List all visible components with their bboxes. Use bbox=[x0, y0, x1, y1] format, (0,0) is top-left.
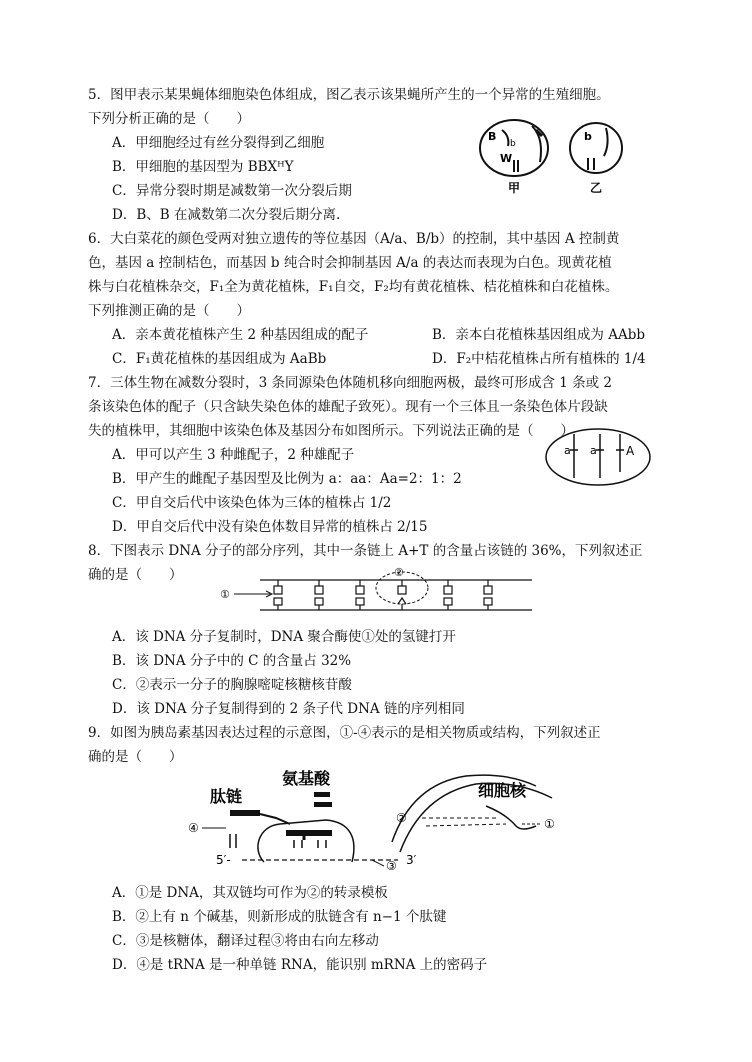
q6-stem-line4: 下列推测正确的是（ ） bbox=[88, 303, 250, 319]
cell-outline bbox=[546, 429, 650, 485]
q5-stem-line2: 下列分析正确的是（ ） bbox=[88, 111, 250, 127]
q7-stem-line3: 失的植株甲，其细胞中该染色体及基因分布如图所示。下列说法正确的是（ ） bbox=[88, 423, 574, 439]
q6-stem-line3: 株与白花植株杂交，F₁全为黄花植株，F₁自交，F₂均有黄花植株、桔花植株和白花植株。 bbox=[88, 279, 619, 295]
q8-option-c: C．②表示一分子的胸腺嘧啶核糖核苷酸 bbox=[112, 677, 352, 693]
gene-W: W bbox=[500, 152, 513, 165]
q5-cell-figure bbox=[474, 116, 644, 196]
q5-option-a: A．甲细胞经过有丝分裂得到乙细胞 bbox=[112, 135, 325, 151]
label-5prime: 5′- bbox=[216, 853, 231, 867]
q6-stem-line1: 6．大白菜花的颜色受两对独立遗传的等位基因（A/a、B/b）的控制，其中基因 A 控制黄 bbox=[88, 231, 620, 247]
q7-option-d: D．甲自交后代中没有染色体数目异常的植株占 2/15 bbox=[112, 519, 428, 535]
gene-a-1: a bbox=[564, 444, 571, 457]
gene-B: B bbox=[488, 130, 497, 143]
label-1: ① bbox=[220, 588, 230, 601]
label-1: ① bbox=[544, 817, 555, 831]
label-3: ③ bbox=[386, 859, 397, 873]
figure-label-yi: 乙 bbox=[590, 181, 603, 195]
q7-option-a: A．甲可以产生 3 种雌配子，2 种雄配子 bbox=[112, 447, 355, 463]
q9-stem-line2: 确的是（ ） bbox=[88, 749, 183, 765]
q7-stem-line1: 7．三体生物在减数分裂时，3 条同源染色体随机移向细胞两极，最终可形成含 1 条或 2 bbox=[88, 375, 613, 391]
gene-b: b bbox=[510, 139, 516, 149]
q8-option-a: A．该 DNA 分子复制时，DNA 聚合酶使①处的氢键打开 bbox=[112, 629, 456, 645]
gene-b-yi: b bbox=[584, 130, 592, 143]
q9-option-d: D．④是 tRNA 是一种单链 RNA，能识别 mRNA 上的密码子 bbox=[112, 957, 488, 973]
q6-option-a: A．亲本黄花植株产生 2 种基因组成的配子 bbox=[112, 327, 369, 343]
label-2: ② bbox=[394, 566, 404, 579]
q5-stem-line1: 5．图甲表示某果蝇体细胞染色体组成，图乙表示该果蝇所产生的一个异常的生殖细胞。 bbox=[88, 87, 610, 103]
label-amino-acid: 氨基酸 bbox=[282, 769, 331, 788]
q9-option-b: B．②上有 n 个碱基，则新形成的肽链含有 n−1 个肽键 bbox=[112, 909, 447, 925]
q8-stem-line1: 8．下图表示 DNA 分子的部分序列，其中一条链上 A+T 的含量占该链的 36%，下列叙述正 bbox=[88, 543, 643, 559]
q7-option-b: B．甲产生的雌配子基因型及比例为 a：aa：Aa=2：1：2 bbox=[112, 471, 462, 487]
figure-label-jia: 甲 bbox=[508, 181, 521, 195]
q7-stem-line2: 条该染色体的配子（只含缺失染色体的雄配子致死）。现有一个三体且一条染色体片段缺 bbox=[88, 399, 608, 415]
ribosome-outline bbox=[258, 820, 354, 862]
label-3prime: 3′ bbox=[406, 853, 417, 867]
q8-stem-line2: 确的是（ ） bbox=[88, 567, 183, 583]
label-nucleus: 细胞核 bbox=[478, 781, 527, 800]
q7-chromosome-figure bbox=[544, 426, 654, 490]
cell-yi-outline bbox=[570, 123, 622, 173]
q6-option-c: C．F₁黄花植株的基因组成为 AaBb bbox=[112, 351, 327, 367]
q6-stem-line2: 色，基因 a 控制桔色，而基因 b 纯合时会抑制基因 A/a 的表达而表现为白色。现黄花植 bbox=[88, 255, 612, 271]
q7-option-c: C．甲自交后代中该染色体为三体的植株占 1/2 bbox=[112, 495, 392, 511]
gene-a-2: a bbox=[590, 444, 597, 457]
q5-option-b: B．甲细胞的基因型为 BBXᴴY bbox=[112, 159, 294, 175]
q8-dna-figure bbox=[220, 566, 536, 620]
q8-option-b: B．该 DNA 分子中的 C 的含量占 32% bbox=[112, 653, 352, 669]
gene-A: A bbox=[626, 444, 635, 458]
q9-stem-line1: 9．如图为胰岛素基因表达过程的示意图，①-④表示的是相关物质或结构，下列叙述正 bbox=[88, 725, 601, 741]
q6-option-d: D．F₂中桔花植株占所有植株的 1/4 bbox=[432, 351, 646, 367]
dna-base-pairs bbox=[274, 580, 492, 610]
q5-option-c: C．异常分裂时期是减数第一次分裂后期 bbox=[112, 183, 352, 199]
label-peptide-chain: 肽链 bbox=[210, 787, 243, 806]
q6-option-b: B．亲本白花植株基因组成为 AAbb bbox=[432, 327, 645, 343]
label-4: ④ bbox=[188, 821, 199, 835]
q9-option-c: C．③是核糖体，翻译过程③将由右向左移动 bbox=[112, 933, 379, 949]
q8-option-d: D．该 DNA 分子复制得到的 2 条子代 DNA 链的序列相同 bbox=[112, 701, 465, 717]
label-2: ② bbox=[396, 811, 407, 825]
q9-option-a: A．①是 DNA，其双链均可作为②的转录模板 bbox=[112, 885, 388, 901]
q5-option-d: D．B、B 在减数第二次分裂后期分离. bbox=[112, 207, 341, 223]
q9-translation-figure bbox=[186, 766, 578, 876]
